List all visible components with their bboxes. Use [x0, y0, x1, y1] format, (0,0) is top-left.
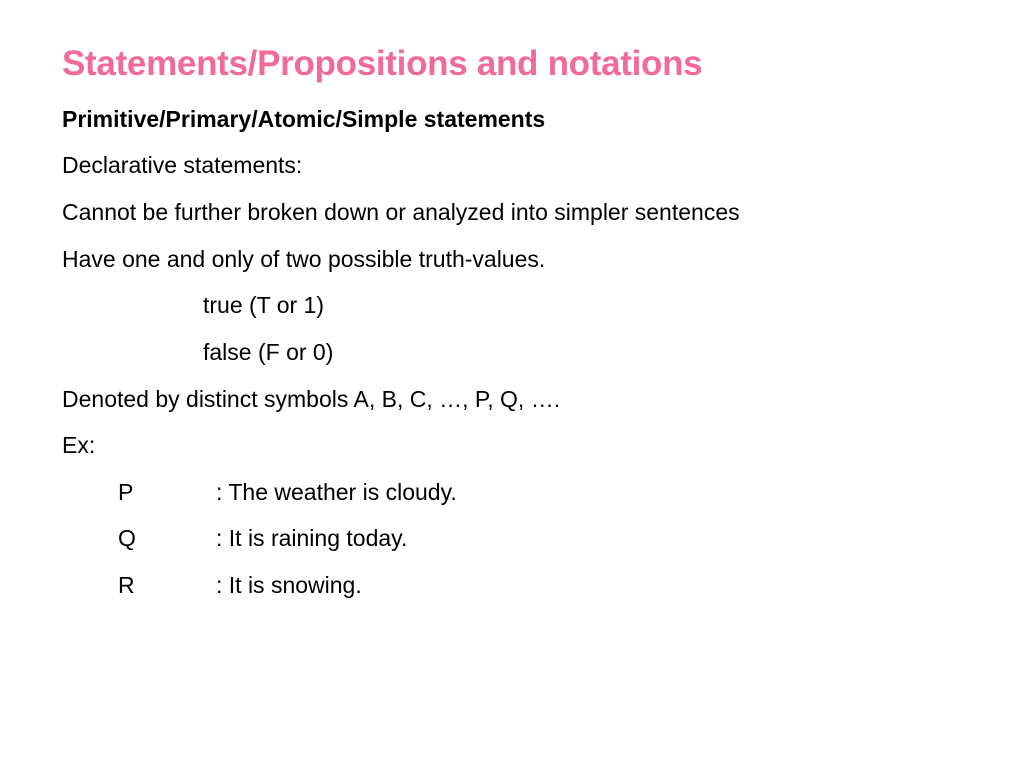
- truth-values-line: Have one and only of two possible truth-values.: [62, 246, 546, 272]
- slide-subtitle: Primitive/Primary/Atomic/Simple statements: [62, 106, 546, 132]
- example-row-p: [118, 479, 457, 506]
- declarative-statements-line: Declarative statements:: [62, 152, 303, 178]
- example-symbol: P: [118, 479, 134, 505]
- example-text: : The weather is cloudy.: [216, 479, 457, 505]
- denoted-by-line: Denoted by distinct symbols A, B, C, …, P, Q, ….: [62, 386, 561, 412]
- example-symbol: Q: [118, 525, 136, 551]
- cannot-be-broken-line: Cannot be further broken down or analyzed into simpler sentences: [62, 199, 740, 225]
- slide-title: Statements/Propositions and notations: [62, 44, 703, 83]
- example-text: : It is snowing.: [216, 572, 362, 598]
- example-row-q: [118, 525, 407, 552]
- example-symbol: R: [118, 572, 135, 598]
- true-value-line: true (T or 1): [203, 292, 324, 318]
- example-row-r: [118, 572, 362, 599]
- false-value-line: false (F or 0): [203, 339, 334, 365]
- example-text: : It is raining today.: [216, 525, 408, 551]
- example-label: Ex:: [62, 432, 96, 458]
